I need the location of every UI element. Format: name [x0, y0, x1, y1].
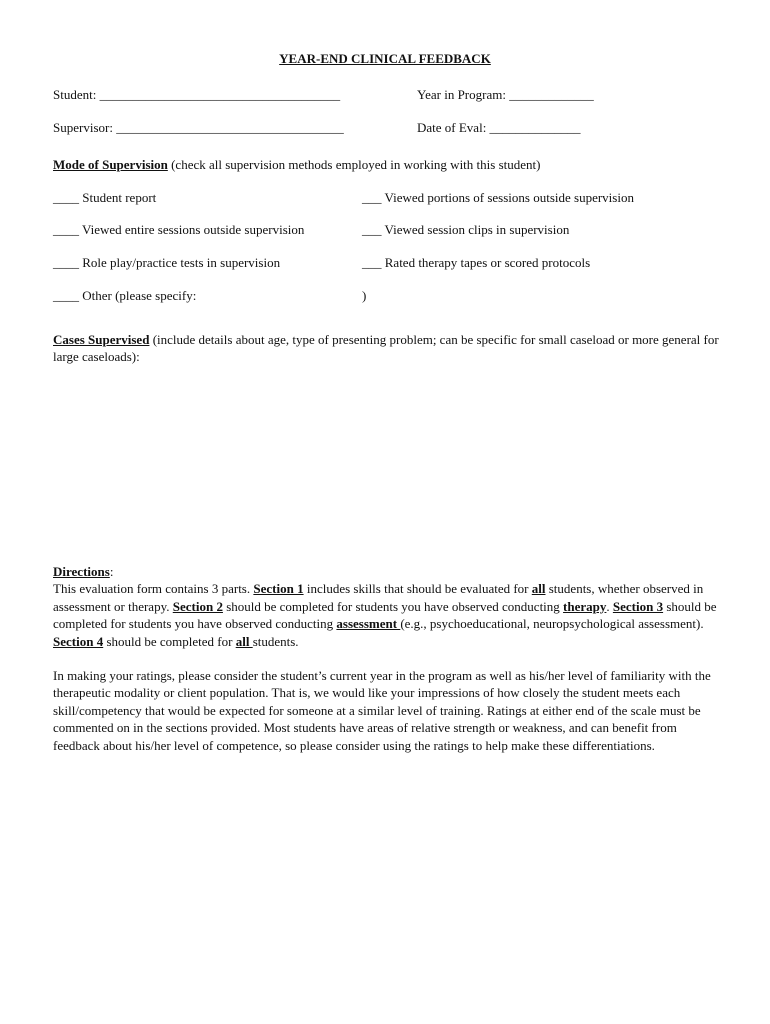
cases-supervised-paragraph — [53, 331, 723, 366]
directions-paragraph — [53, 563, 723, 650]
checkbox-role-play[interactable]: ____ Role play/practice tests in supervision — [53, 255, 281, 270]
directions-heading: Directions — [53, 564, 110, 579]
directions-text: students, whether observed in assessment or therapy. — [53, 581, 704, 614]
directions-text: should be completed for students you have observed conducting — [222, 598, 564, 614]
other-close-paren: ) — [362, 288, 367, 303]
section-1-ref: Section 1 — [253, 581, 304, 597]
directions-text: . — [606, 598, 613, 614]
mode-of-supervision-note: (check all supervision methods employed in working with this student) — [167, 157, 541, 172]
checkbox-viewed-session-clips[interactable]: ___ Viewed session clips in supervision — [362, 222, 570, 237]
section-2-ref: Section 2 — [172, 598, 223, 614]
directions-text: should be completed for — [103, 633, 236, 649]
directions-text: students. — [252, 633, 299, 649]
checkbox-other[interactable]: ____ Other (please specify: — [53, 288, 197, 303]
mode-of-supervision-heading: Mode of Supervision — [53, 157, 168, 172]
checkbox-viewed-entire-sessions[interactable]: ____ Viewed entire sessions outside supervision — [53, 222, 305, 237]
supervisor-field[interactable]: Supervisor: ___________________________________ — [53, 120, 344, 135]
checkbox-student-report[interactable]: ____ Student report — [53, 190, 157, 205]
form-title: YEAR-END CLINICAL FEEDBACK — [279, 51, 491, 66]
directions-text: This evaluation form contains 3 parts. — [53, 581, 254, 597]
assessment-emphasis: assessment — [336, 616, 401, 632]
checkbox-rated-therapy-tapes[interactable]: ___ Rated therapy tapes or scored protocols — [362, 255, 591, 270]
all-emphasis: all — [235, 633, 253, 649]
directions-text: includes skills that should be evaluated for — [303, 581, 532, 597]
ratings-instructions-paragraph: In making your ratings, please consider the student’s current year in the program as well as his/her level of familiarity with the therapeutic modality or client population. That is, we would like your impressions of how closely the student meets each skill/competency that would be expected for someone at a similar level of training. Ratings at either end of the scale must be commented on in the sections provided. Most students have areas of relative strength or weakness, and can benefit from feedback about his/her level of competence, so please consider using the ratings to help make these differentiations. — [53, 668, 711, 753]
section-3-ref: Section 3 — [612, 598, 664, 614]
section-4-ref: Section 4 — [53, 633, 104, 649]
student-field[interactable]: Student: _____________________________________ — [53, 87, 341, 102]
cases-supervised-note: (include details about age, type of presenting problem; can be specific for small caseload or more general for large caseloads): — [53, 332, 719, 365]
date-of-eval-field[interactable]: Date of Eval: ______________ — [417, 120, 581, 135]
directions-colon: : — [109, 564, 114, 579]
mode-of-supervision-line — [53, 157, 540, 173]
therapy-emphasis: therapy — [563, 598, 607, 614]
cases-supervised-heading: Cases Supervised — [53, 332, 150, 347]
checkbox-viewed-portions[interactable]: ___ Viewed portions of sessions outside supervision — [362, 190, 634, 205]
directions-text: (e.g., psychoeducational, neuropsychological assessment). — [400, 616, 704, 632]
all-emphasis: all — [531, 581, 546, 597]
directions-text: should be completed for students you have observed conducting — [53, 598, 717, 632]
year-in-program-field[interactable]: Year in Program: _____________ — [417, 87, 594, 102]
